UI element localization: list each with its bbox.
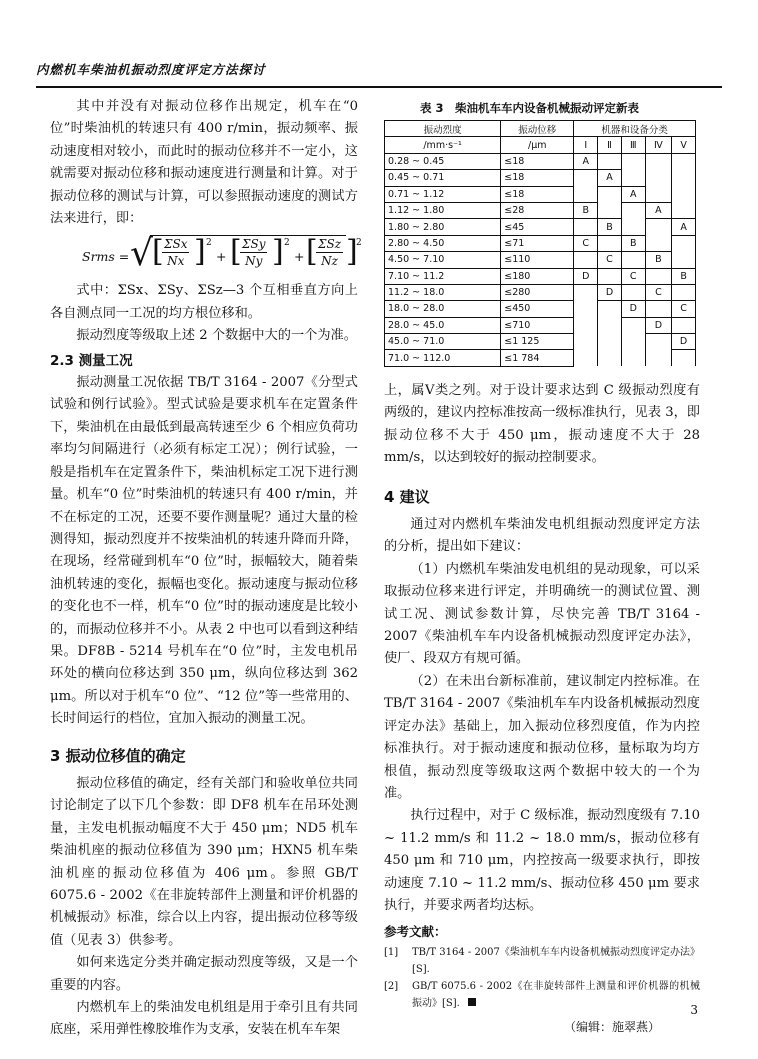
fraction-numerator: ΣSy (242, 237, 266, 252)
right-column (384, 380, 700, 1038)
class-cell (598, 268, 622, 284)
class-cell: B (574, 202, 598, 218)
class-cell (621, 202, 645, 218)
class-cell: B (598, 219, 622, 235)
exponent: 2 (284, 238, 290, 249)
class-header: Ⅱ (598, 137, 622, 153)
section-heading: 4 建议 (384, 487, 430, 506)
paragraph: 其中并没有对振动位移作出规定，机车在“0位”时柴油机的转速只有 400 r/min，振动频率、振动速度相对较小，而此时的振动位移并不一定小，这就需要对振动位移和振动速度进行测量和计算。对于振动位移的测试与计算，可以参照振动速度的测试方法来进行，即： (50, 99, 358, 227)
class-cell (598, 235, 622, 251)
fraction-y (240, 236, 267, 269)
class-cell: C (672, 301, 696, 317)
class-cell (598, 186, 622, 202)
table-row (385, 317, 696, 333)
paragraph: （2）在未出台新标准前，建议制定内控标准。在 TB/T 3164 - 2007《柴油机车车内设备机械振动烈度评定办法》基础上，加入振动位移烈度值，作为内控标准执行。对于振动速度和振动位移，量标取为均方根值，振动烈度等级取这两个数据中较大的一个为准。 (384, 673, 700, 801)
class-cell: B (621, 235, 645, 251)
table-row (385, 334, 696, 350)
severity-cell: 1.12 ~ 1.80 (385, 202, 501, 218)
paragraph: 振动烈度等级取上述 2 个数据中大的一个为准。 (76, 328, 357, 344)
paragraph: 振动位移值的确定，经有关部门和验收单位共同讨论制定了以下几个参数：即 DF8 机车在吊环处测量，主发电机振动幅度不大于 450 μm；ND5 机车柴油机座的振动位移值为 390 μm；HXN5 机车柴油机座的振动位移值为 406 μm。参照 GB/T 6075.6 - 2002《在非旋转部件上测量和评价机器的机械振动》标准，综合以上内容，提出振动位移等级值（见表 3）供参考。 (50, 775, 358, 948)
class-cell (598, 350, 622, 366)
severity-cell: 0.71 ~ 1.12 (385, 186, 501, 202)
class-cell (672, 350, 696, 366)
class-cell (621, 334, 645, 350)
fraction-z (316, 236, 343, 269)
class-cell (621, 252, 645, 268)
class-cell (672, 235, 696, 251)
reference-text: TB/T 3164 - 2007《柴油机车车内设备机械振动烈度评定办法》[S]. (412, 946, 700, 975)
class-cell (645, 186, 672, 202)
severity-cell: 71.0 ~ 112.0 (385, 350, 501, 366)
class-cell (574, 186, 598, 202)
exponent: 2 (356, 238, 362, 249)
class-cell (645, 235, 672, 251)
class-cell (645, 170, 672, 186)
severity-cell: 28.0 ~ 45.0 (385, 317, 501, 333)
class-cell (672, 317, 696, 333)
class-cell (672, 186, 696, 202)
displacement-cell: ≤18 (501, 186, 574, 202)
class-cell (574, 170, 598, 186)
class-cell (621, 350, 645, 366)
class-cell (645, 268, 672, 284)
class-cell: D (574, 268, 598, 284)
severity-cell: 2.80 ~ 4.50 (385, 235, 501, 251)
class-cell (574, 252, 598, 268)
bracket-left: [ (306, 234, 318, 270)
severity-cell: 0.28 ~ 0.45 (385, 153, 501, 169)
class-cell (598, 153, 622, 169)
paragraph: 式中：ΣSx、ΣSy、ΣSz—3 个互相垂直方向上各自测点同一工况的均方根位移和。 (50, 283, 358, 321)
references-title: 参考文献： (384, 924, 447, 940)
class-cell (645, 219, 672, 235)
paragraph: 通过对内燃机车柴油发电机组振动烈度评定方法的分析，提出如下建议： (384, 517, 700, 555)
displacement-cell: ≤28 (501, 202, 574, 218)
header-label: 振动位移 (518, 124, 557, 136)
paragraph: 振动测量工况依据 TB/T 3164 - 2007《分型式试验和例行试验》。型式试验是要求机车在定置条件下，柴油机在由最低到最高转速至少 6 个相应负荷功率均匀间隔进行（必须有标定工况）；例行试验，一般是指机车在定置条件下，柴油机标定工况下进行测量。机车“0 位”时柴油机的转速只有 400 r/min，并不在标定的工况，还要不要作测量呢？通过大量的检测得知，振动烈度并不按柴油机的转速升降而升降，在现场，经常碰到机车“0 位”时，振幅较大，随着柴油机转速的变化，振幅也变化。振动速度与振动位移的变化也不一样，机车“0 位”时的振动速度是比较小的，而振动位移并不小。从表 2 中也可以看到这种结果。DF8B - 5214 号机车在“0 位”时，主发电机吊环处的横向位移达到 350 μm，纵向位移达到 362 μm。所以对于机车“0 位”、“12 位”等一些常用的、长时间运行的档位，宜加入振动的测量工况。 (50, 375, 358, 727)
bracket-right: ] (346, 234, 358, 270)
table-caption: 表 3 柴油机车车内设备机械振动评定新表 (420, 101, 640, 115)
displacement-cell: ≤110 (501, 252, 574, 268)
table-row (385, 153, 696, 169)
formula-srms (50, 233, 362, 278)
class-header: Ⅴ (672, 137, 696, 153)
displacement-cell: ≤180 (501, 268, 574, 284)
fraction-numerator: ΣSx (164, 237, 188, 252)
plus-sign: + (294, 249, 305, 265)
table-row (385, 252, 696, 268)
class-cell (645, 301, 672, 317)
severity-cell: 4.50 ~ 7.10 (385, 252, 501, 268)
class-cell (621, 170, 645, 186)
reference-item (384, 978, 700, 1012)
end-mark (468, 998, 476, 1006)
formula-lhs: Srms = (82, 249, 130, 265)
displacement-cell: ≤450 (501, 301, 574, 317)
class-cell: A (598, 170, 622, 186)
class-cell: C (574, 235, 598, 251)
bracket-left: [ (230, 234, 242, 270)
fraction-x (162, 236, 189, 269)
displacement-cell: ≤18 (501, 170, 574, 186)
class-cell (598, 317, 622, 333)
paragraph: 如何来选定分类并确定振动烈度等级，又是一个重要的内容。 (50, 955, 358, 993)
vibration-table (384, 120, 696, 367)
class-cell: A (645, 202, 672, 218)
class-cell (574, 334, 598, 350)
class-cell: D (645, 317, 672, 333)
class-cell (672, 284, 696, 300)
class-cell (598, 334, 622, 350)
class-cell (672, 170, 696, 186)
displacement-cell: ≤71 (501, 235, 574, 251)
reference-text: GB/T 6075.6 - 2002《在非旋转部件上测量和评价机器的机械振动》[S]. (412, 980, 700, 1009)
severity-cell: 11.2 ~ 18.0 (385, 284, 501, 300)
class-header: Ⅰ (574, 137, 598, 153)
displacement-cell: ≤1 784 (501, 350, 574, 366)
class-cell (621, 317, 645, 333)
header-displacement (501, 121, 574, 137)
severity-cell: 7.10 ~ 11.2 (385, 268, 501, 284)
class-cell (645, 334, 672, 350)
section-heading: 3 振动位移值的确定 (50, 746, 186, 765)
displacement-cell: ≤45 (501, 219, 574, 235)
class-cell (574, 219, 598, 235)
class-cell: C (598, 252, 622, 268)
class-cell (672, 252, 696, 268)
severity-cell: 1.80 ~ 2.80 (385, 219, 501, 235)
class-cell (672, 202, 696, 218)
class-cell (645, 153, 672, 169)
class-cell (574, 317, 598, 333)
fraction-denominator: Ny (245, 254, 263, 269)
severity-cell: 0.45 ~ 0.71 (385, 170, 501, 186)
table-row (385, 219, 696, 235)
reference-item (384, 944, 700, 978)
class-cell: A (574, 153, 598, 169)
displacement-cell: ≤1 125 (501, 334, 574, 350)
paragraph: 内燃机车上的柴油发电机组是用于牵引且有共同底座，采用弹性橡胶堆作为支承，安装在机车车架 (50, 1000, 358, 1038)
class-cell: B (645, 252, 672, 268)
page-number: 3 (690, 1003, 698, 1017)
paragraph: （1）内燃机车柴油发电机组的晃动现象，可以采取振动位移来进行评定，并明确统一的测试位置、测试工况、测试参数计算，尽快完善 TB/T 3164 - 2007《柴油机车车内设备机械振动烈度评定办法》，使厂、段双方有规可循。 (384, 561, 700, 667)
editor-credit: （编辑：施翠燕） (563, 1019, 660, 1034)
left-column (50, 96, 362, 1042)
bracket-right: ] (194, 234, 206, 270)
header-label: 振动烈度 (423, 124, 462, 136)
table-row (385, 301, 696, 317)
plus-sign: + (216, 249, 227, 265)
table-row (385, 170, 696, 186)
table-row (385, 235, 696, 251)
table-body (385, 153, 696, 366)
class-cell (621, 153, 645, 169)
displacement-cell: ≤280 (501, 284, 574, 300)
class-cell: B (672, 268, 696, 284)
displacement-cell: ≤710 (501, 317, 574, 333)
severity-cell: 45.0 ~ 71.0 (385, 334, 501, 350)
class-cell: A (621, 186, 645, 202)
class-cell (574, 284, 598, 300)
class-cell: C (645, 284, 672, 300)
fraction-numerator: ΣSz (318, 237, 342, 252)
header-classes: 机器和设备分类 (574, 121, 696, 137)
class-cell: A (672, 219, 696, 235)
bracket-right: ] (272, 234, 284, 270)
paragraph: 上，属Ⅴ类之列。对于设计要求达到 C 级振动烈度有两级的，建议内控标准按高一级标准执行，见表 3，即振动位移不大于 450 μm，振动速度不大于 28 mm/s，以达到较好的振动控制要求。 (384, 383, 700, 466)
running-header: 内燃机车柴油机振动烈度评定方法探讨 (36, 62, 266, 77)
table-row (385, 284, 696, 300)
class-cell: D (598, 284, 622, 300)
class-cell (598, 202, 622, 218)
class-header: Ⅲ (621, 137, 645, 153)
displacement-cell: ≤18 (501, 153, 574, 169)
table-row (385, 350, 696, 366)
class-cell: D (621, 301, 645, 317)
class-cell: D (672, 334, 696, 350)
table-row (385, 186, 696, 202)
exponent: 2 (206, 238, 212, 249)
table-row (385, 268, 696, 284)
class-cell (574, 301, 598, 317)
class-cell (672, 153, 696, 169)
reference-number: [2] (384, 980, 399, 992)
fraction-denominator: Nz (321, 254, 338, 269)
severity-cell: 18.0 ~ 28.0 (385, 301, 501, 317)
class-cell (598, 301, 622, 317)
radical-sign: √ (130, 233, 153, 275)
class-header: Ⅳ (645, 137, 672, 153)
fraction-denominator: Nx (167, 254, 185, 269)
header-severity (385, 121, 501, 137)
header-displacement-unit: /μm (501, 137, 574, 153)
class-cell (621, 219, 645, 235)
class-cell: C (621, 268, 645, 284)
bracket-left: [ (152, 234, 164, 270)
header-severity-unit: /mm·s⁻¹ (385, 137, 501, 153)
subsection-heading: 2.3 测量工况 (50, 352, 133, 369)
header-rule (36, 86, 722, 88)
class-cell (621, 284, 645, 300)
table-row (385, 202, 696, 218)
paragraph: 执行过程中，对于 C 级标准，振动烈度级有 7.10 ~ 11.2 mm/s 和 11.2 ~ 18.0 mm/s，振动位移有 450 μm 和 710 μm，内控按高一级要求执行，即按动速度 7.10 ~ 11.2 mm/s、振动位移 450 μm 要求执行，并要求两者均达标。 (384, 808, 700, 913)
class-cell (645, 350, 672, 366)
class-cell (574, 350, 598, 366)
reference-number: [1] (384, 946, 399, 958)
